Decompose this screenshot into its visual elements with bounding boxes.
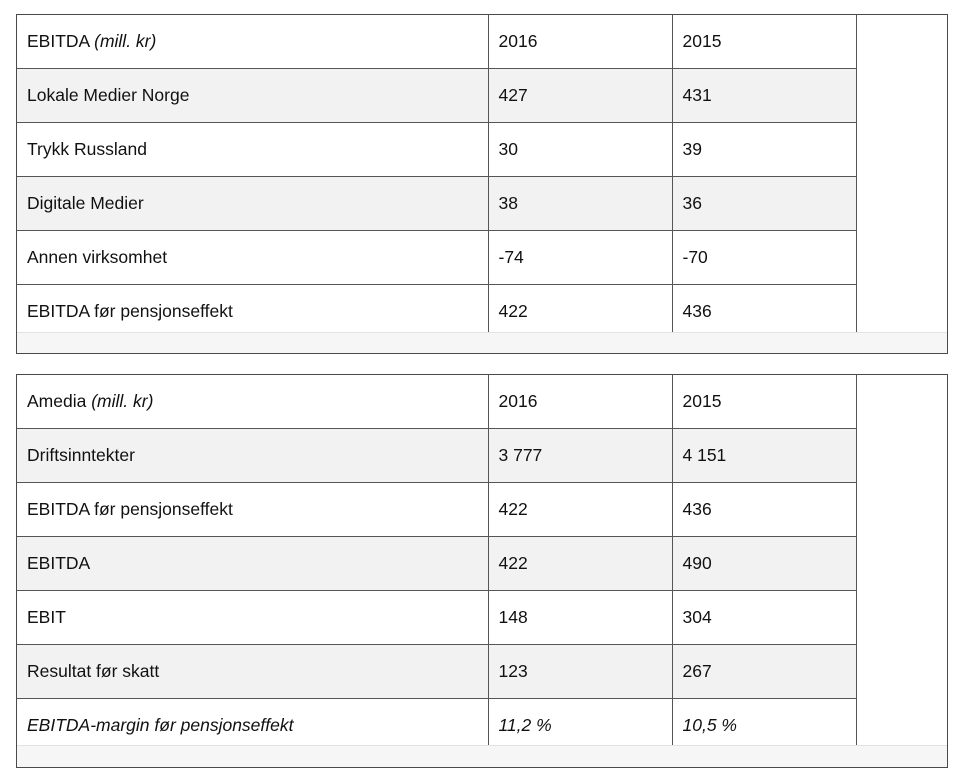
header-year-2016: 2016 — [488, 375, 672, 429]
ebitda-table-panel — [16, 14, 948, 354]
header-label: EBITDA — [27, 31, 90, 51]
amedia-table-panel — [16, 374, 948, 768]
table-row — [17, 123, 856, 177]
row-label: Annen virksomhet — [17, 231, 488, 285]
row-label: EBITDA — [17, 537, 488, 591]
table-header-row — [17, 15, 856, 69]
amedia-table — [17, 375, 856, 752]
value-2015: 36 — [672, 177, 856, 231]
table-row — [17, 645, 856, 699]
value-2016: 11,2 % — [488, 699, 672, 753]
table-row — [17, 699, 856, 753]
ebitda-table — [17, 15, 856, 338]
table-row — [17, 537, 856, 591]
header-label-cell — [17, 15, 488, 69]
value-2016: -74 — [488, 231, 672, 285]
value-2016: 38 — [488, 177, 672, 231]
row-label: EBITDA før pensjonseffekt — [17, 285, 488, 339]
value-2016: 422 — [488, 483, 672, 537]
table-scrollbar-track[interactable] — [17, 745, 947, 767]
value-2016: 427 — [488, 69, 672, 123]
value-2015: -70 — [672, 231, 856, 285]
header-year-2015: 2015 — [672, 15, 856, 69]
row-label: Digitale Medier — [17, 177, 488, 231]
value-2015: 436 — [672, 285, 856, 339]
header-unit: (mill. kr) — [91, 391, 154, 411]
value-2016: 3 777 — [488, 429, 672, 483]
header-label: Amedia — [27, 391, 87, 411]
header-year-2015: 2015 — [672, 375, 856, 429]
table-row — [17, 231, 856, 285]
value-2015: 10,5 % — [672, 699, 856, 753]
table-row — [17, 177, 856, 231]
table-row — [17, 429, 856, 483]
table-row — [17, 483, 856, 537]
row-label: EBIT — [17, 591, 488, 645]
value-2015: 436 — [672, 483, 856, 537]
header-year-2016: 2016 — [488, 15, 672, 69]
value-2016: 422 — [488, 285, 672, 339]
row-label: Trykk Russland — [17, 123, 488, 177]
table-row — [17, 69, 856, 123]
row-label: EBITDA før pensjonseffekt — [17, 483, 488, 537]
row-label: Driftsinntekter — [17, 429, 488, 483]
value-2015: 490 — [672, 537, 856, 591]
value-2016: 422 — [488, 537, 672, 591]
table-scrollbar-track[interactable] — [17, 332, 947, 353]
table-right-border — [856, 15, 857, 333]
value-2015: 4 151 — [672, 429, 856, 483]
value-2015: 267 — [672, 645, 856, 699]
value-2015: 39 — [672, 123, 856, 177]
value-2015: 304 — [672, 591, 856, 645]
table-row — [17, 591, 856, 645]
header-label-cell — [17, 375, 488, 429]
table-header-row — [17, 375, 856, 429]
row-label: Lokale Medier Norge — [17, 69, 488, 123]
row-label: Resultat før skatt — [17, 645, 488, 699]
value-2016: 30 — [488, 123, 672, 177]
value-2015: 431 — [672, 69, 856, 123]
value-2016: 148 — [488, 591, 672, 645]
header-unit: (mill. kr) — [94, 31, 157, 51]
value-2016: 123 — [488, 645, 672, 699]
table-row — [17, 285, 856, 339]
table-right-border — [856, 375, 857, 746]
row-label: EBITDA-margin før pensjonseffekt — [17, 699, 488, 753]
